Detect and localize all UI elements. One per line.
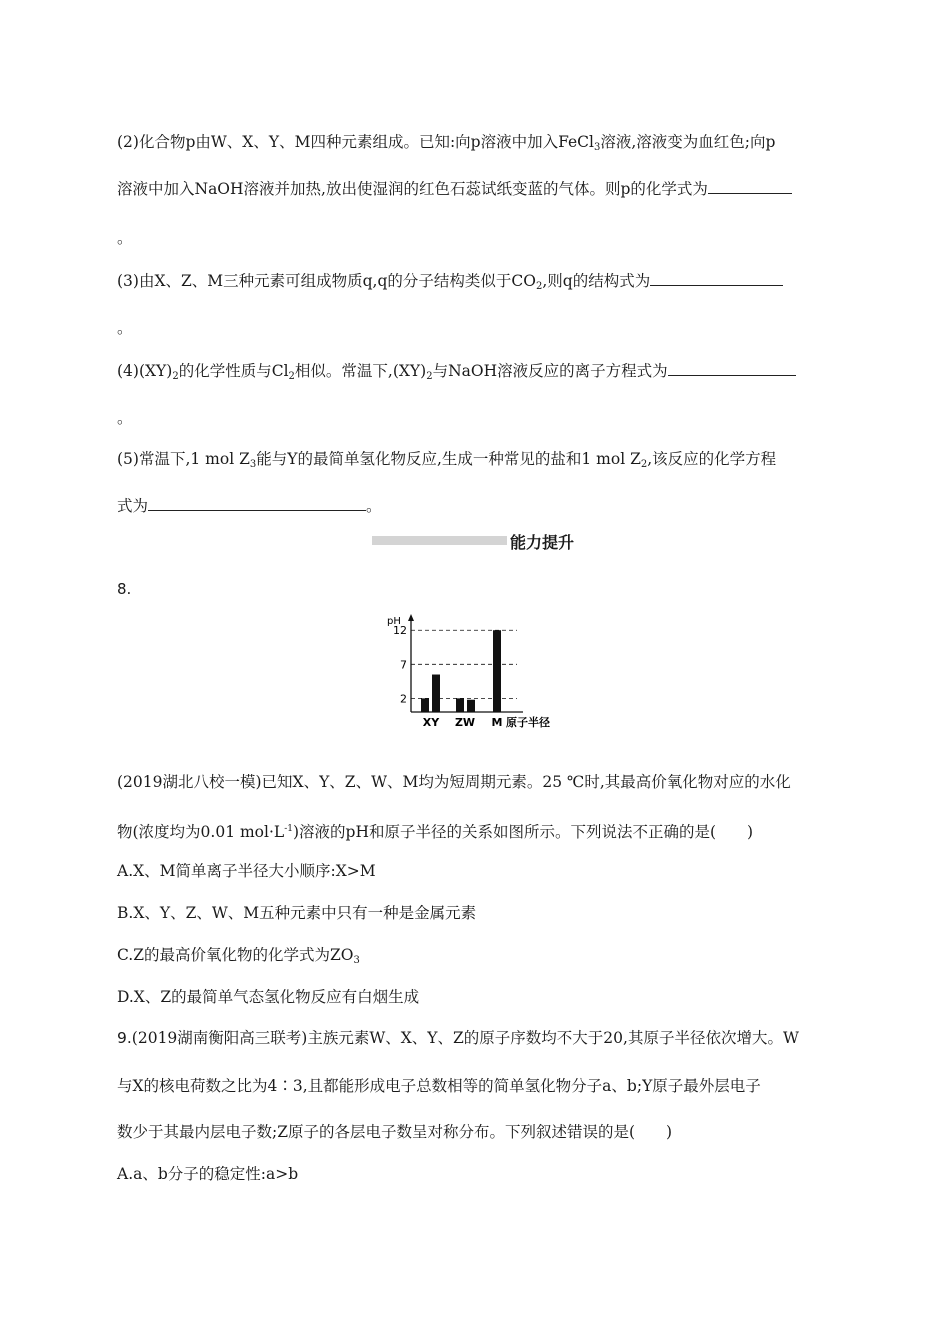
y-tick-label: 7 [400,658,407,672]
q9-option-a[interactable]: A.a、b分子的稳定性:a>b [117,1165,299,1183]
answer-blank[interactable] [668,359,796,376]
q7-part3-line1: (3)由X、Z、M三种元素可组成物质q,q的分子结构类似于$CO_2$,则q的结构式为 [117,269,783,298]
bar-z [456,698,464,712]
q8-number: 8. [117,580,132,598]
y-axis-label: pH [387,616,401,627]
q8-option-c[interactable]: C.Z的最高价氧化物的化学式为$ZO_3$ [117,946,360,966]
q7-part5-line2: 式为 。 [117,494,382,517]
q8-option-a[interactable]: A.X、M简单离子半径大小顺序:X>M [117,862,376,880]
q9-stem-line1: 9.(2019湖南衡阳高三联考)主族元素W、X、Y、Z的原子序数均不大于20,其原子半径依次增大。W [117,1029,799,1047]
x-category-label: ZW [454,716,476,729]
ph-bar-chart [383,608,563,733]
q9-stem-line3: 数少于其最内层电子数;Z原子的各层电子数呈对称分布。下列叙述错误的是( ) [117,1123,673,1141]
y-tick-label: 12 [393,624,407,638]
q7-part4-line1: $(4)(XY)_2$的化学性质与$Cl_2$相似。常温下$,(XY)_2$与NaOH溶液反应的离子方程式为 [117,359,796,388]
answer-blank[interactable] [650,269,783,286]
bar-w [467,700,475,712]
bar-x [421,698,429,712]
q7-part4-line2: 。 [117,409,133,427]
q8-stem-line2: 物(浓度均为0.01 $mol\cdot L^{-1}$)溶液的pH和原子半径的关系如图所示。下列说法不正确的是( ) [117,823,754,841]
y-tick-label: 2 [400,692,407,706]
bar-y [432,675,440,712]
x-axis-label: 原子半径 [506,716,550,729]
q7-part2-line1: (2)化合物p由W、X、Y、M四种元素组成。已知:向p溶液中加入FeCl$_3$溶液,溶液变为血红色;向p [117,133,776,153]
q7-part2-line3: 。 [117,229,133,247]
q7-part3-line2: 。 [117,319,133,337]
x-category-label: XY [422,716,440,729]
q9-number: 9. [117,1029,132,1047]
q9-stem-line2: 与X的核电荷数之比为4∶3,且都能形成电子总数相等的简单氢化物分子a、b;Y原子最外层电子 [117,1077,761,1095]
x-category-label: M [491,716,503,729]
bar-m [493,630,501,712]
section-bar [372,536,507,545]
answer-blank[interactable] [708,177,792,194]
q8-option-d[interactable]: D.X、Z的最简单气态氢化物反应有白烟生成 [117,988,420,1006]
q7-part5-line1: (5)常温下,1 mol $Z_3$能与Y的最简单氢化物反应,生成一种常见的盐和1 mol $Z_2$,该反应的化学方程 [117,450,777,470]
q7-part2-line2: 溶液中加入NaOH溶液并加热,放出使湿润的红色石蕊试纸变蓝的气体。则p的化学式为 [117,177,792,200]
q8-option-b[interactable]: B.X、Y、Z、W、M五种元素中只有一种是金属元素 [117,904,477,922]
section-title: 能力提升 [510,533,575,552]
q8-stem-line1: (2019湖北八校一模)已知X、Y、Z、W、M均为短周期元素。25 ℃时,其最高价氧化物对应的水化 [117,773,791,791]
y-axis-arrow [408,614,414,621]
answer-blank[interactable] [148,494,366,511]
